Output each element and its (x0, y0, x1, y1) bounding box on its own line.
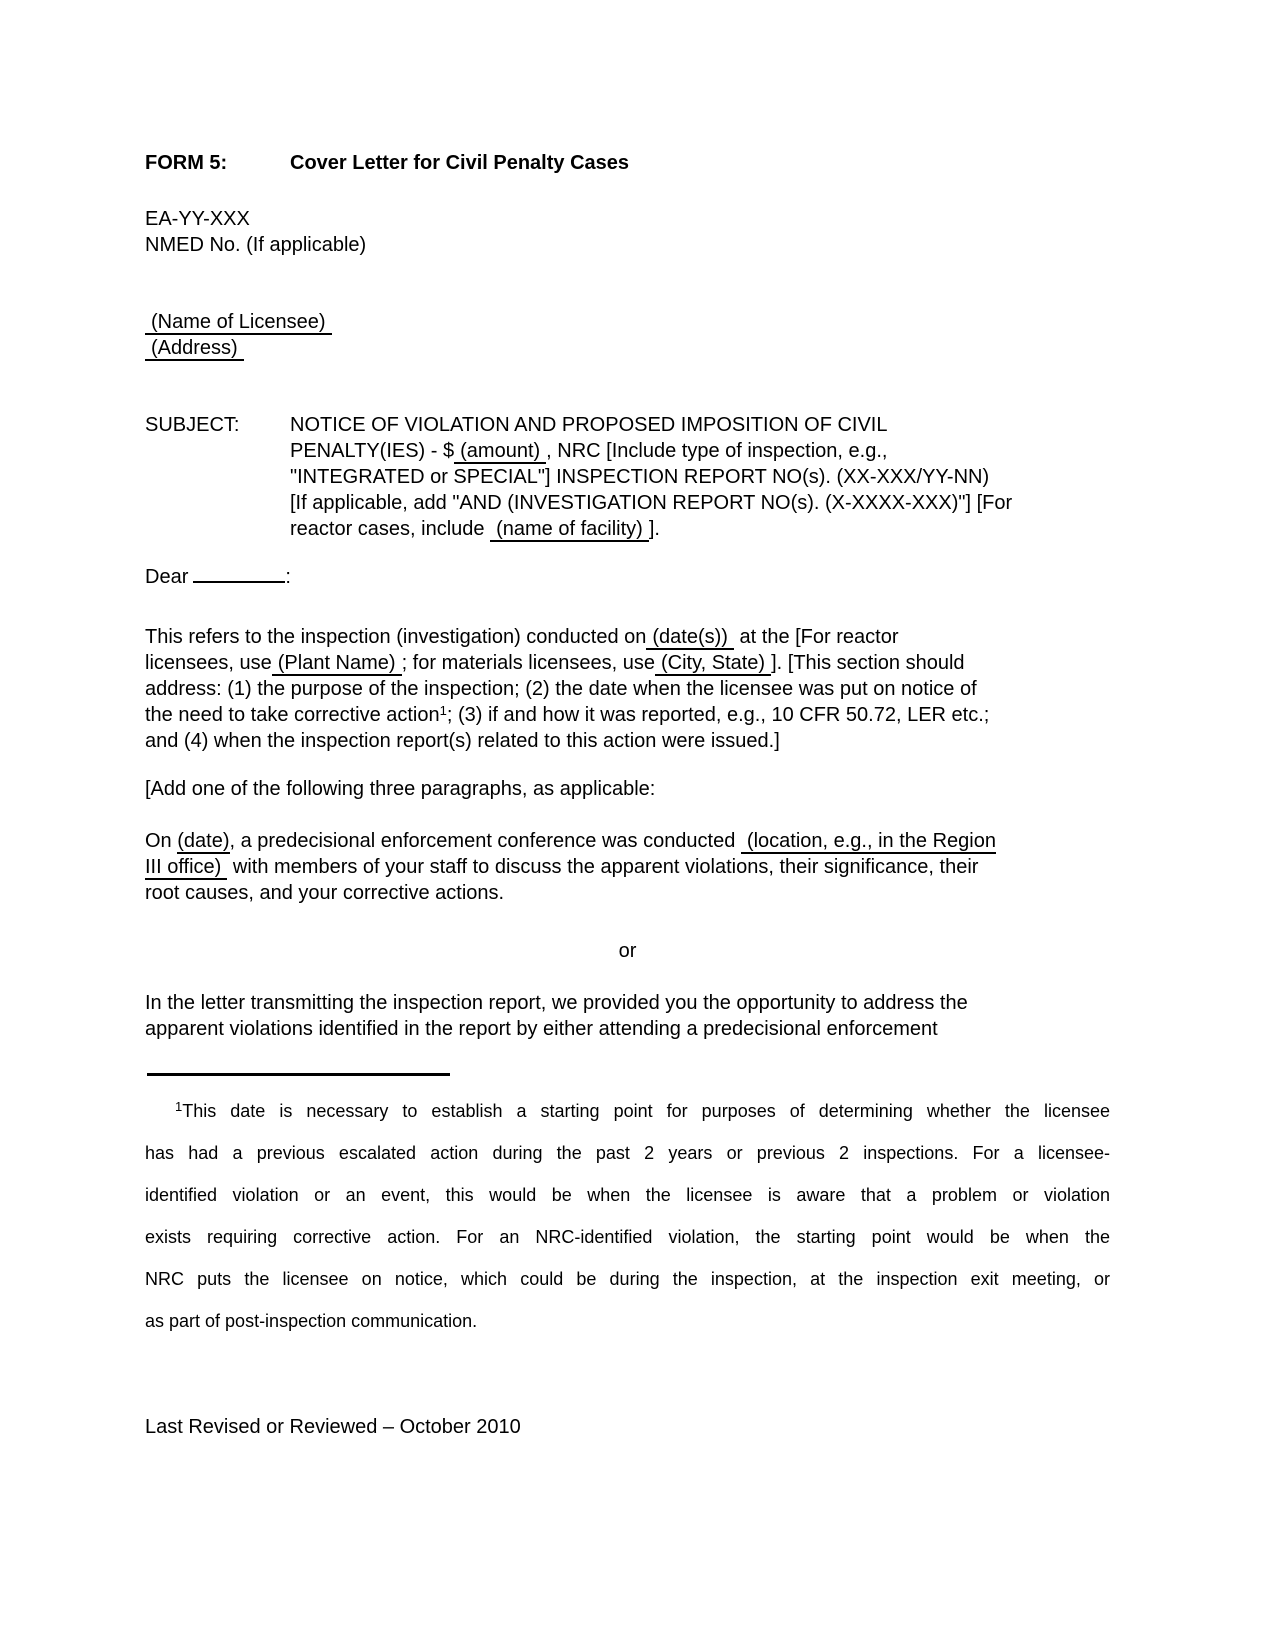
body-paragraph-4 (145, 990, 1110, 1042)
p3-line-3: root causes, and your corrective actions. (145, 882, 505, 904)
p1-line-2 (145, 650, 1110, 676)
footnote-line-2: has had a previous escalated action during the past 2 years or previous 2 inspections. For a licensee- (145, 1143, 1110, 1163)
location-placeholder-end: III office) (145, 856, 227, 880)
ea-number-line: EA-YY-XXX (145, 208, 250, 230)
footnote-separator-rule (147, 1073, 450, 1076)
p4-line-1: In the letter transmitting the inspection report, we provided you the opportunity to address the (145, 992, 968, 1014)
p4-line-2: apparent violations identified in the report by either attending a predecisional enforcement (145, 1018, 938, 1040)
reference-block (145, 206, 1110, 258)
footnote-text: This date is necessary to establish a starting point for purposes of determining whether the licensee (182, 1101, 1110, 1121)
form-title-row (145, 150, 1110, 176)
body-text: with members of your staff to discuss the apparent violations, their significance, their (227, 856, 979, 878)
addressee-block (145, 309, 1110, 361)
facility-name-placeholder: (name of facility) (490, 518, 649, 542)
subject-line-5 (290, 516, 1130, 542)
subject-text: , NRC [Include type of inspection, e.g., (546, 440, 888, 462)
city-state-placeholder: (City, State) (655, 652, 771, 676)
body-text: ; for materials licensees, use (401, 652, 655, 674)
subject-body (290, 412, 1130, 542)
location-placeholder-start: (location, e.g., in the Region (741, 830, 996, 854)
date-placeholder: (date) (177, 830, 230, 852)
footnote-line-6: as part of post-inspection communication. (145, 1311, 478, 1331)
salutation-word: Dear (145, 566, 189, 588)
addressee-name-blank (193, 563, 285, 583)
body-paragraph-3 (145, 828, 1110, 906)
footnote-line-5: NRC puts the licensee on notice, which could be during the inspection, at the inspection exit meeting, or (145, 1269, 1110, 1289)
revision-footer: Last Revised or Reviewed – October 2010 (145, 1416, 521, 1438)
footnote-block (145, 1090, 1110, 1342)
body-text: the need to take corrective action (145, 704, 440, 726)
p1-line-3: address: (1) the purpose of the inspection; (2) the date when the licensee was put on notice of (145, 678, 977, 700)
form-number-label: FORM 5: (145, 152, 228, 174)
body-paragraph-1 (145, 624, 1110, 754)
licensee-address-field: (Address) (145, 337, 244, 361)
body-text: , a predecisional enforcement conference was conducted (229, 830, 736, 852)
p3-line-2 (145, 854, 1110, 880)
dates-placeholder: (date(s)) (646, 626, 734, 650)
footnote-line-4: exists requiring corrective action. For an NRC-identified violation, the starting point would be when the (145, 1227, 1110, 1247)
amount-placeholder: (amount) (454, 440, 546, 464)
subject-text: ]. (648, 518, 660, 540)
p3-line-1 (145, 828, 1110, 854)
salutation-colon: : (285, 566, 291, 588)
footnote-marker: 1 (175, 1099, 183, 1114)
nmed-number-line: NMED No. (If applicable) (145, 234, 367, 256)
subject-label: SUBJECT: (145, 414, 240, 436)
body-text: On (145, 830, 178, 852)
p1-line-1 (145, 624, 1110, 650)
subject-line-3: "INTEGRATED or SPECIAL"] INSPECTION REPORT NO(s). (XX-XXX/YY-NN) (290, 466, 990, 488)
subject-line-2 (290, 438, 1130, 464)
footnote-line-1 (145, 1090, 1110, 1132)
body-text: ]. [This section should (771, 652, 965, 674)
body-text: licensees, use (145, 652, 272, 674)
footnote-reference-mark: 1 (439, 703, 447, 718)
salutation-line (145, 563, 1110, 590)
body-text: This refers to the inspection (investigation) conducted on (145, 626, 647, 648)
subject-text: PENALTY(IES) - $ (290, 440, 455, 462)
body-text: ; (3) if and how it was reported, e.g., 10 CFR 50.72, LER etc.; (446, 704, 990, 726)
subject-line-4: [If applicable, add "AND (INVESTIGATION REPORT NO(s). (X-XXXX-XXX)"] [For (290, 492, 1013, 514)
body-paragraph-2: [Add one of the following three paragraphs, as applicable: (145, 778, 656, 800)
p1-line-4 (145, 702, 1110, 728)
subject-text: reactor cases, include (290, 518, 485, 540)
or-divider: or (618, 940, 637, 962)
subject-line-1: NOTICE OF VIOLATION AND PROPOSED IMPOSITION OF CIVIL (290, 414, 888, 436)
p1-line-5: and (4) when the inspection report(s) related to this action were issued.] (145, 730, 780, 752)
body-text: at the [For reactor (733, 626, 899, 648)
footnote-line-3: identified violation or an event, this would be when the licensee is aware that a problem or violation (145, 1185, 1110, 1205)
page-title: Cover Letter for Civil Penalty Cases (290, 152, 630, 174)
licensee-name-field: (Name of Licensee) (145, 311, 332, 335)
plant-name-placeholder: (Plant Name) (272, 652, 402, 676)
